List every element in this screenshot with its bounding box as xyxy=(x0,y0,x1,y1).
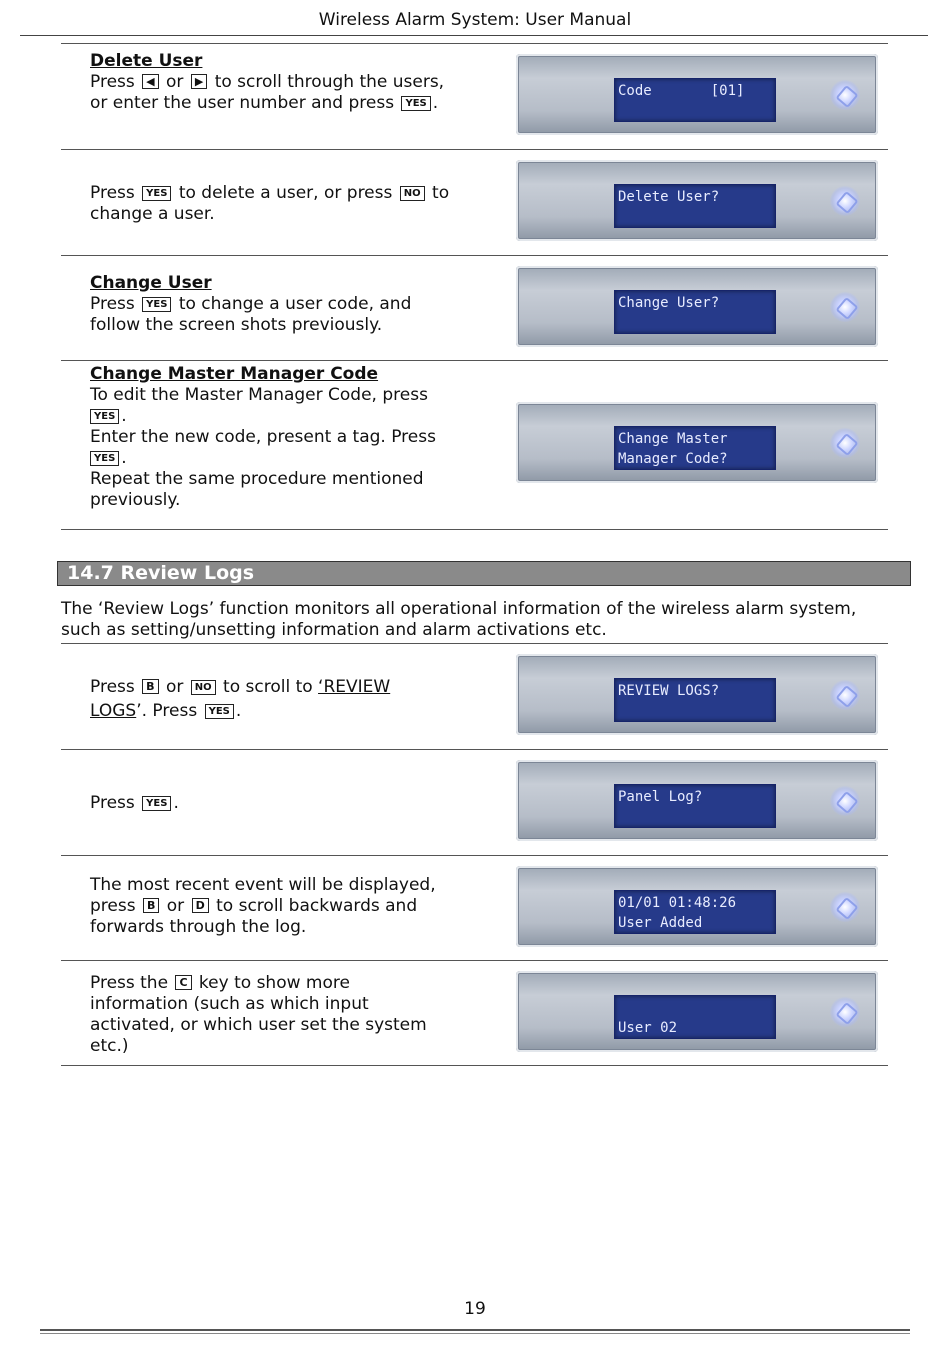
header-divider xyxy=(20,35,928,36)
delete-confirm-row xyxy=(61,150,888,255)
c-key-icon: C xyxy=(175,975,191,990)
logo-icon xyxy=(830,80,860,110)
logo-icon xyxy=(830,786,860,816)
lcd-panel-screenshot xyxy=(516,160,878,241)
more-info-row xyxy=(61,961,888,1065)
b-key-icon: B xyxy=(142,679,158,694)
logo-icon xyxy=(830,428,860,458)
logo-icon xyxy=(830,186,860,216)
lcd-display: Change Master Manager Code? xyxy=(614,426,776,470)
yes-key-icon: YES xyxy=(90,451,119,466)
lcd-panel-screenshot xyxy=(516,866,878,947)
footer-divider xyxy=(40,1333,910,1334)
change-master-title: Change Master Manager Code xyxy=(90,364,379,384)
delete-user-title: Delete User xyxy=(90,51,203,71)
review-logs-row xyxy=(61,644,888,749)
yes-key-icon: YES xyxy=(142,796,171,811)
right-arrow-key-icon: ▶ xyxy=(191,74,207,89)
yes-key-icon: YES xyxy=(90,409,119,424)
lcd-panel-screenshot xyxy=(516,266,878,347)
lcd-panel-screenshot xyxy=(516,971,878,1052)
lcd-display: Panel Log? xyxy=(614,784,776,828)
more-info-text: Press the C key to show more information (such as which input activated, or which user set the system etc.) xyxy=(90,973,427,1056)
yes-key-icon: YES xyxy=(401,96,430,111)
change-user-title: Change User xyxy=(90,273,212,293)
delete-user-text: Delete User Press ◀ or ▶ to scroll through the users, or enter the user number and press YES . xyxy=(90,51,460,114)
panel-log-row xyxy=(61,750,888,855)
change-master-row xyxy=(61,361,888,529)
delete-user-row xyxy=(61,44,888,149)
page-header: Wireless Alarm System: User Manual xyxy=(318,10,632,30)
yes-key-icon: YES xyxy=(205,704,234,719)
section-intro: The ‘Review Logs’ function monitors all operational information of the wireless alarm system, such as setting/unsetting information and alarm activations etc. xyxy=(61,599,857,640)
logo-icon xyxy=(830,292,860,322)
recent-event-text: The most recent event will be displayed, press B or D to scroll backwards and forwards through the log. xyxy=(90,875,436,937)
lcd-display: Change User? xyxy=(614,290,776,334)
no-key-icon: NO xyxy=(191,680,216,695)
lcd-panel-screenshot xyxy=(516,654,878,735)
no-key-icon: NO xyxy=(400,186,425,201)
section-heading: 14.7 Review Logs xyxy=(57,561,911,586)
change-master-text: Change Master Manager Code To edit the Master Manager Code, press YES . Enter the new code, present a tag. Press YES . Repeat the same procedure mentioned previously. xyxy=(90,364,450,511)
logo-icon xyxy=(830,680,860,710)
yes-key-icon: YES xyxy=(142,297,171,312)
lcd-display: 01/01 01:48:26 User Added xyxy=(614,890,776,934)
left-arrow-key-icon: ◀ xyxy=(142,74,158,89)
d-key-icon: D xyxy=(192,898,209,913)
logo-icon xyxy=(830,997,860,1027)
change-user-text: Change User Press YES to change a user code, and follow the screen shots previously. xyxy=(90,273,460,336)
logo-icon xyxy=(830,892,860,922)
recent-event-row xyxy=(61,856,888,961)
yes-key-icon: YES xyxy=(142,186,171,201)
lcd-panel-screenshot xyxy=(516,54,878,135)
review-logs-text: Press B or NO to scroll to ‘REVIEW LOGS’. Press YES . xyxy=(90,677,391,721)
lcd-display: Delete User? xyxy=(614,184,776,228)
page-number: 19 xyxy=(464,1299,486,1319)
lcd-display: User 02 xyxy=(614,995,776,1039)
change-user-row xyxy=(61,256,888,361)
review-logs-link: ‘REVIEW LOGS xyxy=(90,677,391,721)
row-divider xyxy=(61,529,888,530)
lcd-display: REVIEW LOGS? xyxy=(614,678,776,722)
delete-confirm-text: Press YES to delete a user, or press NO to change a user. xyxy=(90,183,450,224)
row-divider xyxy=(61,1065,888,1066)
lcd-panel-screenshot xyxy=(516,760,878,841)
lcd-panel-screenshot xyxy=(516,402,878,483)
b-key-icon: B xyxy=(143,898,159,913)
panel-log-text: Press YES . xyxy=(90,793,179,813)
footer-divider xyxy=(40,1329,910,1331)
lcd-display: Code [01] xyxy=(614,78,776,122)
